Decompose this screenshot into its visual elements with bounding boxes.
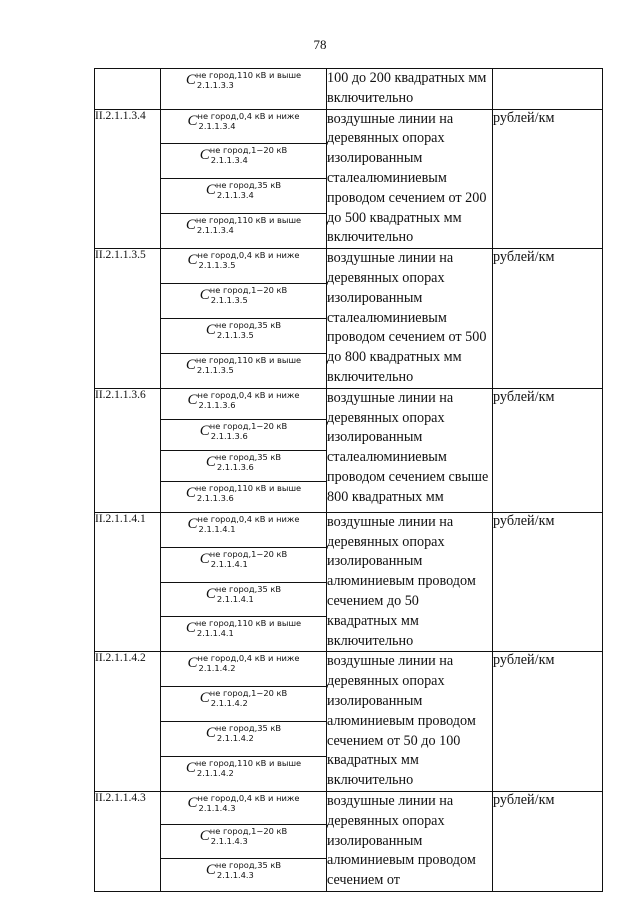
table-row: [95, 109, 603, 144]
formula: [188, 111, 300, 131]
table-row: [95, 249, 603, 284]
formula-letter: C: [187, 655, 198, 672]
formula: [188, 793, 300, 813]
formula-subscript: 2.1.1.3.5: [216, 329, 254, 340]
formula: [206, 180, 281, 200]
formula-letter: C: [185, 760, 196, 776]
code-cell: II.2.1.1.3.4: [95, 109, 161, 249]
formula-superscript: не город,110 кВ и выше: [195, 618, 302, 629]
formula-letter: C: [185, 620, 196, 637]
formula-letter: C: [205, 182, 216, 199]
formula-cell: [161, 722, 327, 757]
formula-superscript: не город,35 кВ: [215, 859, 282, 870]
formula-subscript: 2.1.1.3.5: [198, 260, 236, 271]
description-cell: воздушные линии на деревянных опорах изолированным сталеалюминиевым проводом сечением от 200 до 500 квадратных мм включительно: [327, 109, 493, 249]
formula-letter: C: [205, 321, 216, 338]
formula-cell: [161, 858, 327, 891]
formula: [186, 70, 301, 90]
formula-subscript: 2.1.1.3.6: [196, 492, 234, 503]
formula-letter: C: [205, 453, 216, 470]
formula-superscript: не город,0,4 кВ и ниже: [197, 653, 300, 664]
page-number: 78: [313, 37, 327, 52]
formula-cell: [161, 69, 327, 110]
unit-cell: рублей/км: [493, 249, 603, 389]
formula-cell: [161, 109, 327, 144]
unit-cell: рублей/км: [493, 652, 603, 792]
formula-cell: [161, 214, 327, 249]
formula: [206, 584, 281, 604]
formula-subscript: 2.1.1.4.2: [210, 698, 248, 709]
formula-superscript: не город,0,4 кВ и ниже: [197, 389, 300, 400]
formula-cell: [161, 249, 327, 284]
table-row: [95, 652, 603, 687]
description-cell: воздушные линии на деревянных опорах изолированным алюминиевым проводом сечением от 50 до 100 квадратных мм включительно: [327, 652, 493, 792]
formula-superscript: не город,35 кВ: [215, 319, 282, 330]
formula: [186, 355, 301, 375]
code-cell: II.2.1.1.4.1: [95, 512, 161, 652]
formula-cell: [161, 512, 327, 547]
formula-subscript: 2.1.1.3.4: [196, 225, 234, 236]
description-cell: воздушные линии на деревянных опорах изолированным алюминиевым проводом сечением до 50 квадратных мм включительно: [327, 512, 493, 652]
formula-letter: C: [187, 252, 198, 269]
formula-superscript: не город,0,4 кВ и ниже: [197, 250, 300, 261]
formula-cell: [161, 388, 327, 419]
formula-superscript: не город,110 кВ и выше: [195, 482, 302, 493]
formula-subscript: 2.1.1.3.4: [198, 120, 236, 131]
formula: [206, 723, 281, 743]
code-cell: II.2.1.1.3.6: [95, 388, 161, 512]
formula: [188, 653, 300, 673]
formula-letter: C: [199, 147, 210, 164]
formula: [200, 145, 287, 165]
formula-subscript: 2.1.1.3.5: [196, 364, 234, 375]
formula-superscript: не город,110 кВ и выше: [195, 215, 302, 226]
table-row: [95, 512, 603, 547]
formula-superscript: не город,35 кВ: [215, 451, 282, 462]
formula-letter: C: [205, 861, 216, 878]
code-cell: II.2.1.1.4.2: [95, 652, 161, 792]
formula-letter: C: [185, 217, 196, 234]
formula: [206, 320, 281, 340]
table-row: [95, 69, 603, 110]
formula: [186, 758, 301, 778]
formula-subscript: 2.1.1.3.5: [210, 295, 248, 306]
formula-superscript: не город,35 кВ: [215, 723, 282, 734]
formula-letter: C: [199, 422, 210, 439]
formula-cell: [161, 318, 327, 353]
formula-superscript: не город,35 кВ: [215, 180, 282, 191]
formula-letter: C: [185, 72, 196, 88]
formula-subscript: 2.1.1.4.2: [198, 663, 236, 674]
code-cell: II.2.1.1.3.5: [95, 249, 161, 389]
formula-superscript: не город,0,4 кВ и ниже: [197, 110, 300, 121]
formula-subscript: 2.1.1.4.3: [216, 869, 254, 880]
formula: [186, 215, 301, 235]
formula-cell: [161, 481, 327, 512]
description-cell: воздушные линии на деревянных опорах изолированным сталеалюминиевым проводом сечением свыше 800 квадратных мм: [327, 388, 493, 512]
formula-cell: [161, 617, 327, 652]
formula-subscript: 2.1.1.4.2: [216, 733, 254, 744]
code-cell: [95, 69, 161, 110]
table-row: [95, 791, 603, 824]
table-row: [95, 388, 603, 419]
formula: [186, 618, 301, 638]
formula-subscript: 2.1.1.4.1: [198, 523, 236, 534]
formula-letter: C: [199, 287, 210, 304]
code-cell: II.2.1.1.4.3: [95, 791, 161, 891]
formula-cell: [161, 419, 327, 450]
formula-cell: [161, 791, 327, 824]
tariff-table: [94, 68, 603, 892]
formula-superscript: не город,1−20 кВ: [209, 688, 288, 699]
formula: [188, 390, 300, 410]
formula-subscript: 2.1.1.4.1: [210, 558, 248, 569]
formula-subscript: 2.1.1.3.6: [210, 430, 248, 441]
formula-subscript: 2.1.1.3.6: [198, 399, 236, 410]
formula: [200, 688, 287, 708]
formula-superscript: не город,1−20 кВ: [209, 548, 288, 559]
formula-cell: [161, 450, 327, 481]
formula-superscript: не город,110 кВ и выше: [195, 70, 302, 80]
description-cell: 100 до 200 квадратных мм включительно: [327, 69, 493, 110]
formula-cell: [161, 179, 327, 214]
formula-cell: [161, 757, 327, 792]
formula-letter: C: [199, 690, 210, 707]
formula-superscript: не город,1−20 кВ: [209, 826, 288, 837]
formula-superscript: не город,110 кВ и выше: [195, 758, 302, 768]
formula-subscript: 2.1.1.4.2: [196, 768, 234, 778]
formula-cell: [161, 652, 327, 687]
description-cell: воздушные линии на деревянных опорах изолированным сталеалюминиевым проводом сечением от 500 до 800 квадратных мм включительно: [327, 249, 493, 389]
formula-cell: [161, 825, 327, 858]
formula-cell: [161, 582, 327, 617]
formula-subscript: 2.1.1.3.6: [216, 461, 254, 472]
formula: [188, 250, 300, 270]
formula-letter: C: [205, 725, 216, 742]
formula-subscript: 2.1.1.3.3: [196, 80, 234, 90]
formula-subscript: 2.1.1.4.3: [210, 836, 248, 847]
formula-cell: [161, 284, 327, 319]
formula-cell: [161, 144, 327, 179]
formula-subscript: 2.1.1.4.1: [216, 593, 254, 604]
formula-subscript: 2.1.1.3.4: [210, 155, 248, 166]
unit-cell: рублей/км: [493, 109, 603, 249]
formula-cell: [161, 687, 327, 722]
formula-letter: C: [187, 391, 198, 408]
formula: [200, 421, 287, 441]
formula-superscript: не город,35 кВ: [215, 583, 282, 594]
formula-letter: C: [205, 585, 216, 602]
unit-cell: рублей/км: [493, 388, 603, 512]
formula-subscript: 2.1.1.4.1: [196, 628, 234, 639]
formula: [206, 452, 281, 472]
formula-letter: C: [185, 484, 196, 501]
formula-superscript: не город,0,4 кВ и ниже: [197, 513, 300, 524]
formula: [186, 483, 301, 503]
formula-subscript: 2.1.1.4.3: [198, 802, 236, 813]
formula-superscript: не город,1−20 кВ: [209, 285, 288, 296]
formula-superscript: не город,0,4 кВ и ниже: [197, 792, 300, 803]
formula-superscript: не город,1−20 кВ: [209, 145, 288, 156]
formula-letter: C: [187, 515, 198, 532]
formula: [200, 826, 287, 846]
formula: [206, 860, 281, 880]
formula: [200, 549, 287, 569]
formula-cell: [161, 547, 327, 582]
unit-cell: [493, 69, 603, 110]
formula-letter: C: [187, 794, 198, 811]
formula-subscript: 2.1.1.3.4: [216, 190, 254, 201]
formula-letter: C: [185, 356, 196, 373]
formula-letter: C: [187, 112, 198, 129]
formula: [188, 514, 300, 534]
unit-cell: рублей/км: [493, 791, 603, 891]
formula-letter: C: [199, 550, 210, 567]
formula-superscript: не город,1−20 кВ: [209, 420, 288, 431]
formula-cell: [161, 353, 327, 388]
formula: [200, 285, 287, 305]
formula-superscript: не город,110 кВ и выше: [195, 354, 302, 365]
description-cell: воздушные линии на деревянных опорах изолированным алюминиевым проводом сечением от: [327, 791, 493, 891]
unit-cell: рублей/км: [493, 512, 603, 652]
formula-letter: C: [199, 828, 210, 845]
